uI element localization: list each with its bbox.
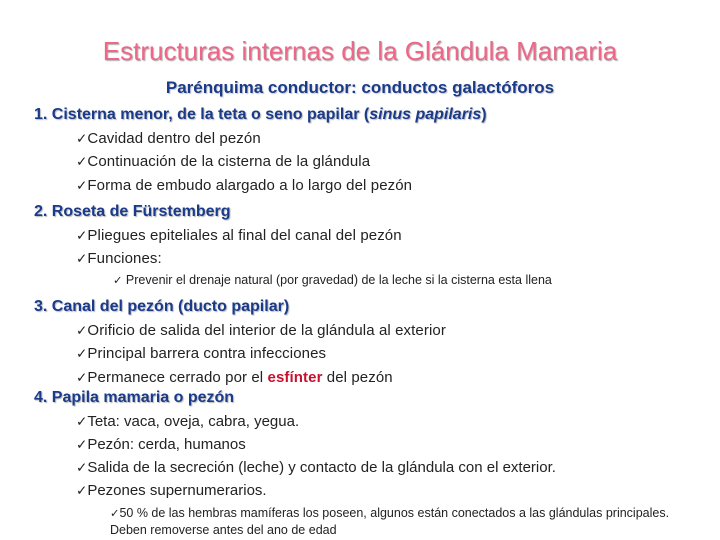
check-icon: ✓ — [76, 228, 88, 244]
list-item: ✓Funciones: — [76, 250, 162, 267]
section-heading-2: 2. Roseta de Fürstemberg — [34, 203, 231, 220]
slide-subtitle: Parénquima conductor: conductos galactóforos — [165, 78, 555, 97]
list-item: ✓Orificio de salida del interior de la glándula al exterior — [76, 322, 446, 339]
check-icon: ✓ — [76, 437, 88, 453]
list-item: ✓Pezón: cerda, humanos — [76, 436, 246, 453]
check-icon: ✓ — [76, 483, 88, 499]
check-icon: ✓ — [76, 414, 88, 430]
check-icon: ✓ — [76, 178, 88, 194]
check-icon: ✓ — [76, 346, 88, 362]
list-item: ✓Principal barrera contra infecciones — [76, 345, 327, 362]
list-item: ✓Continuación de la cisterna de la glándula — [76, 153, 371, 170]
list-item: ✓Cavidad dentro del pezón — [76, 130, 261, 147]
section-heading-4: 4. Papila mamaria o pezón — [34, 389, 235, 406]
check-icon: ✓ — [76, 251, 88, 267]
list-item: ✓Teta: vaca, oveja, cabra, yegua. — [76, 413, 300, 430]
section-heading-3: 3. Canal del pezón (ducto papilar) — [34, 298, 290, 315]
check-icon: ✓ — [76, 370, 88, 386]
check-icon: ✓ — [76, 154, 88, 170]
check-icon: ✓ — [76, 460, 88, 476]
check-icon: ✓ — [113, 274, 123, 287]
list-item: ✓Permanece cerrado por el esfínter del pezón — [76, 369, 393, 386]
sub-list-item: ✓50 % de las hembras mamíferas los poseen, algunos están conectados a las glándulas principales. Deben removerse antes del ano de edad — [110, 506, 670, 537]
sub-list-item: ✓ Prevenir el drenaje natural (por gravedad) de la leche si la cisterna esta llena — [113, 273, 552, 287]
check-icon: ✓ — [110, 507, 120, 520]
highlighted-term: esfínter — [267, 369, 323, 386]
list-item: ✓Pliegues epiteliales al final del canal del pezón — [76, 227, 402, 244]
list-item: ✓Salida de la secreción (leche) y contacto de la glándula con el exterior. — [76, 459, 556, 476]
slide-title: Estructuras internas de la Glándula Mamaria — [102, 36, 618, 66]
list-item: ✓Forma de embudo alargado a lo largo del pezón — [76, 177, 413, 194]
list-item: ✓Pezones supernumerarios. — [76, 482, 267, 499]
section-heading-1: 1. Cisterna menor, de la teta o seno papilar (sinus papilaris) — [34, 106, 487, 123]
check-icon: ✓ — [76, 323, 88, 339]
check-icon: ✓ — [76, 131, 88, 147]
